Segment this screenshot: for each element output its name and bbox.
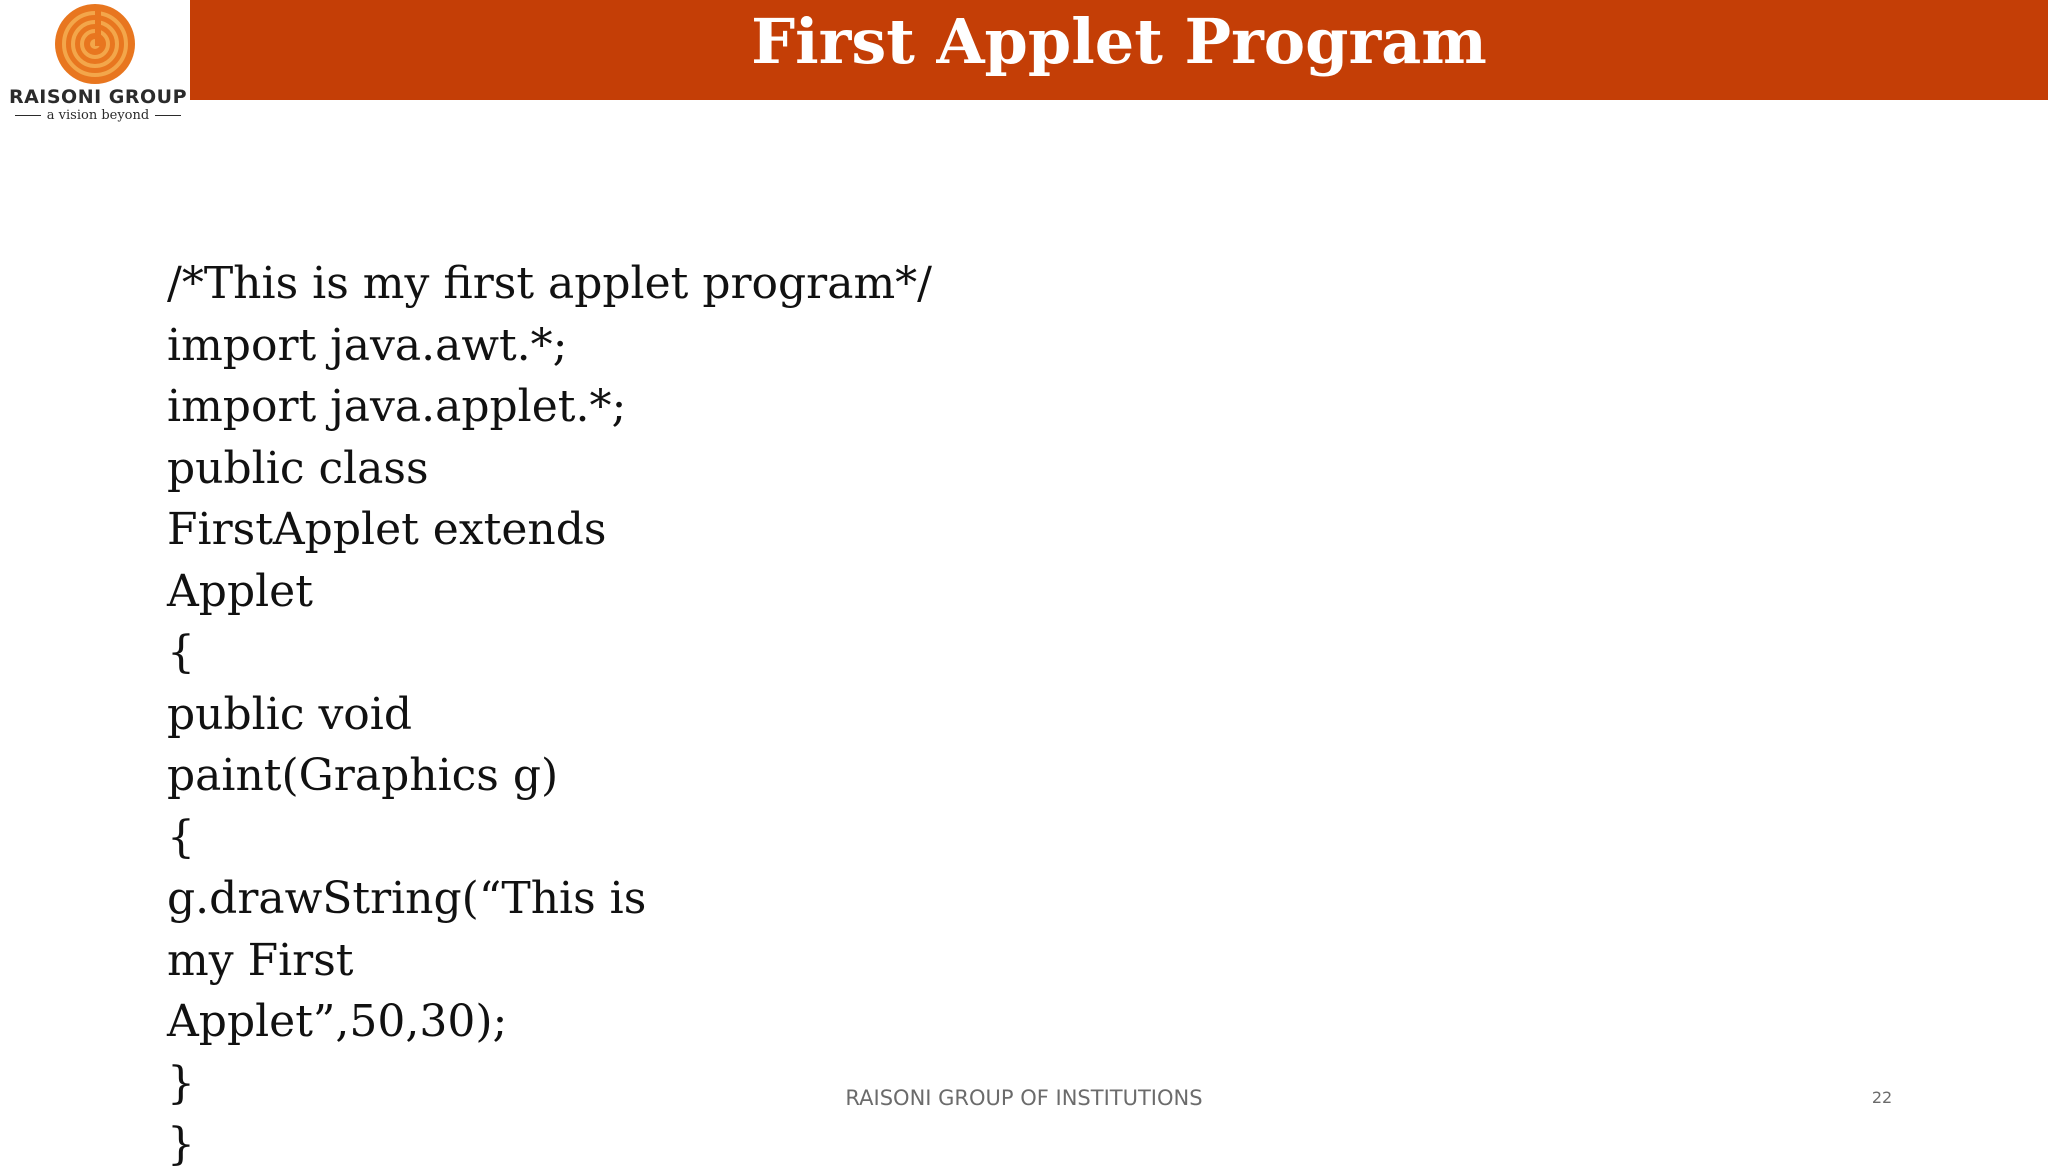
code-line: my First: [167, 934, 354, 986]
logo-tagline: [8, 108, 188, 123]
code-line: public void: [167, 688, 413, 740]
code-line: }: [167, 1119, 195, 1170]
slide-title: First Applet Program: [751, 5, 1487, 78]
code-line: FirstApplet extends: [167, 504, 607, 555]
code-block: [167, 253, 1167, 1176]
logo-name: RAISONI GROUP: [8, 86, 188, 108]
code-line: paint(Graphics g): [167, 750, 559, 801]
code-line: {: [167, 811, 195, 863]
tagline-text: a vision beyond: [46, 108, 150, 123]
code-line: }: [167, 1057, 195, 1109]
tagline-rule-left: [15, 115, 41, 116]
code-line: import java.applet.*;: [167, 381, 627, 432]
code-line: {: [167, 627, 195, 678]
code-line: import java.awt.*;: [167, 319, 568, 371]
page-number: 22: [1871, 1088, 1893, 1107]
logo: [0, 0, 190, 130]
title-bar: [190, 0, 2048, 100]
tagline-rule-right: [155, 115, 181, 116]
code-line: g.drawString(“This is: [167, 873, 647, 924]
code-line: public class: [167, 442, 429, 494]
code-line: Applet”,50,30);: [167, 996, 508, 1047]
spiral-logo-icon: [52, 2, 138, 86]
footer-institution: RAISONI GROUP OF INSTITUTIONS: [845, 1086, 1203, 1110]
code-line: /*This is my first applet program*/: [167, 258, 932, 309]
code-line: Applet: [167, 565, 313, 617]
